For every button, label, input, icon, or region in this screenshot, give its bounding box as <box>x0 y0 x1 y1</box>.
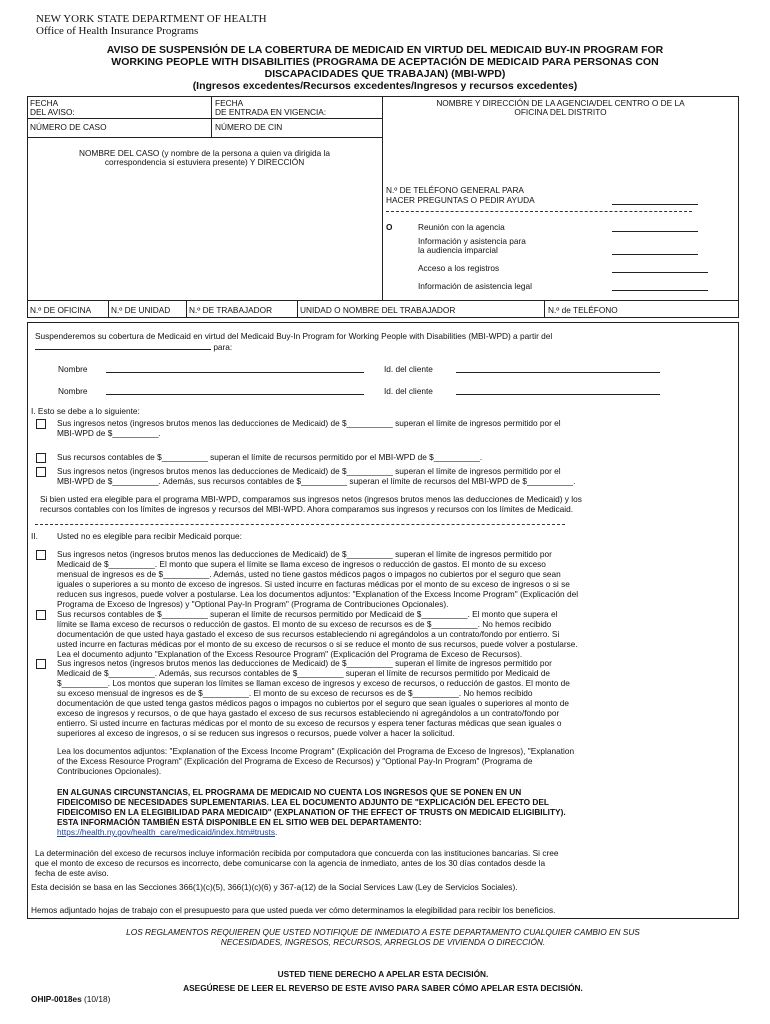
medicaid-excess-both-text <box>57 658 731 738</box>
d2-line: usted incurre en facturas médicas por el monto de su exceso de recursos o si se reduce el monto de sus recursos, puede volver a postularse. <box>57 639 578 649</box>
dept-name: NEW YORK STATE DEPARTMENT OF HEALTH <box>36 13 267 25</box>
col-trabajador: N.º DE TRABAJADOR <box>189 305 273 315</box>
title-line-2: WORKING PEOPLE WITH DISABILITIES (PROGRAMA DE ACEPTACIÓN DE MEDICAID PARA PERSONAS CON <box>111 56 659 68</box>
d3-line: Sus ingresos netos (ingresos brutos menos las deducciones de Medicaid) de $__________ superan el límite de ingresos permitido por <box>57 658 552 668</box>
acceso-label: Acceso a los registros <box>418 263 500 273</box>
legal-label: Información de asistencia legal <box>418 281 532 291</box>
d1-line: reducen sus ingresos, puede volver a postularse. Lea los documentos adjuntos: "Explanation of the Excess Income Program" (Explicación del <box>57 589 579 599</box>
reason-excess-resources: Sus recursos contables de $__________ superan el límite de recursos permitido por el MBI-WPD de $__________. <box>57 452 483 462</box>
det-line: fecha de este aviso. <box>35 868 109 878</box>
docs-line: Lea los documentos adjuntos: "Explanation of the Excess Income Program" (Explicación del Programa de Exceso de Ingresos), "Explanation <box>57 746 575 756</box>
d2-line: límite se llama exceso de recursos o reducción de gastos. El monto de su exceso de recursos es de $__________. No hemos recibido <box>57 619 552 629</box>
d2-line: documentación de que usted haya gastado el exceso de sus recursos estableciendo ni agregándolos a un contrato/fondo por entierro. Si <box>57 629 560 639</box>
trust-line: ESTA INFORMACIÓN TAMBIÉN ESTÁ DISPONIBLE EN EL SITIO WEB DEL DEPARTAMENTO: <box>57 817 422 827</box>
eligibility-text: Si bien usted era elegible para el programa MBI-WPD, comparamos sus ingresos netos (ingresos brutos menos las deducciones de Medicaid) y los recursos contables con los límites de ingresos y recursos del MBI-WPD. Ahora comparamos sus ingresos y recursos con los límites de Medicaid. <box>40 494 582 514</box>
section-1-heading: I. Esto se debe a lo siguiente: <box>31 406 140 416</box>
d1-line: Sus ingresos netos (ingresos brutos menos las deducciones de Medicaid) de $__________ superan el límite de ingresos permitido por <box>57 549 552 559</box>
reason-excess-income: Sus ingresos netos (ingresos brutos menos las deducciones de Medicaid) de $__________ superan el límite de ingresos permitido por el MBI-WPD de $__________. <box>57 418 561 438</box>
info-label-2: la audiencia imparcial <box>418 245 498 255</box>
id-cliente-label-2: Id. del cliente <box>384 386 433 396</box>
checkbox-excess-resources-mbi[interactable] <box>36 453 46 463</box>
d3-line: superiores al exceso de ingresos, o si se reducen sus ingresos o recursos, puede volver a hacer la solicitud. <box>57 728 455 738</box>
or-label: O <box>386 222 393 232</box>
determination-text <box>35 848 735 878</box>
d1-line: Medicaid de $__________. El monto que supera el límite se llama exceso de ingresos o reducción de gastos. El monto de su exceso <box>57 559 546 569</box>
det-line: La determinación del exceso de recursos incluye información recibida por computadora que concuerda con las instituciones bancarias. Si cree <box>35 848 559 858</box>
office-name: Office of Health Insurance Programs <box>36 25 199 37</box>
agency-label: NOMBRE Y DIRECCIÓN DE LA AGENCIA/DEL CENTRO O DE LA <box>436 98 685 108</box>
checkbox-medicaid-excess-income[interactable] <box>36 550 46 560</box>
docs-line: of the Excess Resource Program" (Explicación del Programa de Exceso de Recursos) y "Optional Pay-In Program" (Programa de <box>57 756 533 766</box>
appeal-instructions: ASEGÚRESE DE LEER EL REVERSO DE ESTE AVISO PARA SABER CÓMO APELAR ESTA DECISIÓN. <box>183 983 583 993</box>
d2-line: Sus recursos contables de $__________ superan el límite de recursos permitido por Medicaid de $__________. El monto que supera el <box>57 609 558 619</box>
d3-line: Medicaid de $__________. Además, sus recursos contables de $__________ superan el límite de recursos permitido por Medicaid de <box>57 668 551 678</box>
title-line-4: (Ingresos excedentes/Recursos excedentes/Ingresos y recursos excedentes) <box>192 80 578 92</box>
trust-link-line: https://health.ny.gov/health_care/medicaid/index.htm#trusts. <box>57 827 278 837</box>
d1-line: mensual de ingresos es de $__________. Además, usted no tiene gastos médicos pagos o impagos no cubiertos por el seguro que sean <box>57 569 561 579</box>
col-unidad-nombre: UNIDAD O NOMBRE DEL TRABAJADOR <box>300 305 456 315</box>
checkbox-medicaid-excess-resources[interactable] <box>36 610 46 620</box>
trust-line: EN ALGUNAS CIRCUNSTANCIAS, EL PROGRAMA DE MEDICAID NO CUENTA LOS INGRESOS QUE SE PONEN EN UN <box>57 787 522 797</box>
form-id: OHIP-0018es (10/18) <box>31 994 111 1004</box>
fecha-aviso-label-2: DEL AVISO: <box>30 107 75 117</box>
col-oficina: N.º DE OFICINA <box>30 305 92 315</box>
numero-cin-label: NÚMERO DE CIN <box>215 122 283 132</box>
d3-line: documentación de que usted tenga gastos médicos pagos o impagos no cubiertos por el seguro que sean iguales o superiores al monto de <box>57 698 569 708</box>
reunion-label: Reunión con la agencia <box>418 222 505 232</box>
section-2-heading: Usted no es elegible para recibir Medicaid porque: <box>57 531 242 541</box>
fecha-vigencia-label-2: DE ENTRADA EN VIGENCIA: <box>215 107 327 117</box>
phone-general-label-2: HACER PREGUNTAS O PEDIR AYUDA <box>386 195 535 205</box>
d2-line: Lea el documento adjunto "Explanation of the Excess Resource Program" (Explicación del Programa de Exceso de Recursos). <box>57 649 523 659</box>
regulations-notice: LOS REGLAMENTOS REQUIEREN QUE USTED NOTIFIQUE DE INMEDIATO A ESTE DEPARTAMENTO CUALQUIER CAMBIO EN SUS NECESIDADES, INGRESOS, RECURSOS, ARREGLOS DE VIVIENDA O DIRECCIÓN. <box>126 927 640 947</box>
fecha-vigencia-label: FECHA <box>215 98 244 108</box>
checkbox-excess-both-mbi[interactable] <box>36 467 46 477</box>
det-line: que el monto de exceso de recursos es incorrecto, debe comunicarse con la agencia de inmediato, antes de los 30 días contados desde la <box>35 858 546 868</box>
nombre-label-1: Nombre <box>58 364 88 374</box>
checkbox-excess-income-mbi[interactable] <box>36 419 46 429</box>
d1-line: Programa de Exceso de Ingresos) y "Optional Pay-In Program" (Programa de Contribuciones Opcionales). <box>57 599 449 609</box>
col-unidad: N.º DE UNIDAD <box>111 305 171 315</box>
title-line-1: AVISO DE SUSPENSIÓN DE LA COBERTURA DE MEDICAID EN VIRTUD DEL MEDICAID BUY-IN PROGRAM FOR <box>106 44 664 56</box>
reason-excess-both: Sus ingresos netos (ingresos brutos menos las deducciones de Medicaid) de $__________ superan el límite de ingresos permitido por el MBI-WPD de $__________. Además, sus recursos contables de $__________ superan el límite de recursos del MBI-WPD de $__________. <box>57 466 576 486</box>
trust-notice <box>57 787 731 827</box>
case-name-label-2: correspondencia si estuviera presente) Y DIRECCIÓN <box>104 157 305 167</box>
checkbox-medicaid-excess-both[interactable] <box>36 659 46 669</box>
attached-documents-text <box>57 746 731 776</box>
docs-line: Contribuciones Opcionales). <box>57 766 162 776</box>
case-name-label: NOMBRE DEL CASO (y nombre de la persona a quien va dirigida la <box>78 148 331 158</box>
phone-general-label: N.º DE TELÉFONO GENERAL PARA <box>386 185 524 195</box>
d3-line: exceso de ingresos y recursos, o de que haya gastado el exceso de sus recursos estableciendo ni agregándolos a un contrato/fondo por <box>57 708 560 718</box>
budget-worksheets-text: Hemos adjuntado hojas de trabajo con el presupuesto para que usted pueda ver cómo determinamos la elegibilidad para recibir los beneficios. <box>31 905 556 915</box>
section-2-number: II. <box>31 531 38 541</box>
medicaid-excess-income-text <box>57 549 731 609</box>
appeal-right: USTED TIENE DERECHO A APELAR ESTA DECISIÓN. <box>277 969 489 979</box>
col-telefono: N.º de TELÉFONO <box>548 305 618 315</box>
nombre-label-2: Nombre <box>58 386 88 396</box>
d3-line: entierro. Si usted incurre en facturas médicas por el monto de su exceso de recursos y espera tener facturas médicas que sean iguales o <box>57 718 562 728</box>
id-cliente-label-1: Id. del cliente <box>384 364 433 374</box>
suspend-date-line: para: <box>35 341 232 352</box>
trust-link[interactable]: https://health.ny.gov/health_care/medicaid/index.htm#trusts <box>57 827 275 837</box>
medicaid-excess-resources-text <box>57 609 731 659</box>
fecha-aviso-label: FECHA <box>30 98 59 108</box>
title-line-3: DISCAPACIDADES QUE TRABAJAN) (MBI-WPD) <box>264 68 506 80</box>
agency-label-2: OFICINA DEL DISTRITO <box>514 107 607 117</box>
suspend-text: Suspenderemos su cobertura de Medicaid en virtud del Medicaid Buy-In Program for Working People with Disabilities (MBI-WPD) a partir del <box>35 331 553 341</box>
d3-line: su exceso mensual de ingresos es de $__________. El monto de su exceso de recursos es de $__________. No hemos recibido <box>57 688 533 698</box>
legal-basis-text: Esta decisión se basa en las Secciones 366(1)(c)(5), 366(1)(c)(6) y 367-a(12) de la Social Services Law (Ley de Servicios Sociales). <box>31 882 518 892</box>
d3-line: $__________. Los montos que superan los límites se llaman exceso de ingresos y exceso de recursos, o reducción de gastos. El monto de <box>57 678 570 688</box>
numero-caso-label: NÚMERO DE CASO <box>30 122 107 132</box>
d1-line: iguales o superiores a su monto de exceso de ingresos. Si usted incurre en facturas médicas por el monto de su exceso de ingresos o si se <box>57 579 570 589</box>
trust-line: FIDEICOMISO DE NECESIDADES SUPLEMENTARIAS. LEA EL DOCUMENTO ADJUNTO DE "EXPLICACIÓN DEL EFECTO DEL <box>57 797 549 807</box>
trust-line: FIDEICOMISO EN LA ELEGIBILIDAD PARA MEDICAID" (EXPLANATION OF THE EFFECT OF TRUSTS ON MEDICAID ELIGIBILITY). <box>57 807 566 817</box>
info-label: Información y asistencia para <box>418 236 526 246</box>
